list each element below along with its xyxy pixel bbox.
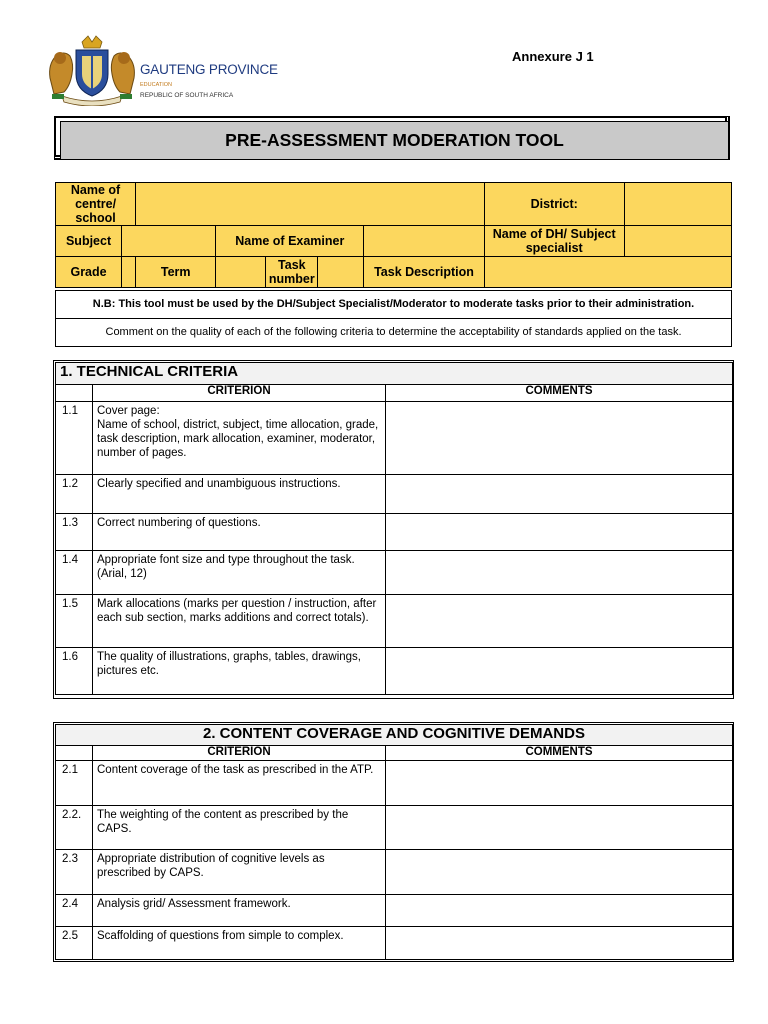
technical-criteria-table xyxy=(55,362,733,695)
district-label: District: xyxy=(484,183,624,226)
task-number-field[interactable] xyxy=(318,257,364,288)
grade-field[interactable] xyxy=(122,257,136,288)
dh-label: Name of DH/ Subject specialist xyxy=(484,226,624,257)
table-row xyxy=(56,895,733,927)
comment-field[interactable] xyxy=(386,806,733,850)
criterion-text: The quality of illustrations, graphs, tables, drawings, pictures etc. xyxy=(93,648,386,695)
content-coverage-table xyxy=(55,724,733,960)
table-row xyxy=(56,402,733,475)
number-header xyxy=(56,385,93,402)
comment-field[interactable] xyxy=(386,895,733,927)
row-number: 1.3 xyxy=(56,514,93,551)
comment-field[interactable] xyxy=(386,402,733,475)
comment-field[interactable] xyxy=(386,850,733,895)
subject-label: Subject xyxy=(56,226,122,257)
comment-field[interactable] xyxy=(386,761,733,806)
table-row xyxy=(56,595,733,648)
row-number: 2.2. xyxy=(56,806,93,850)
province-name: GAUTENG PROVINCE xyxy=(140,62,278,77)
criterion-text: Cover page: Name of school, district, subject, time allocation, grade, task description, mark allocation, examiner, moderator, number of pages. xyxy=(93,402,386,475)
dh-field[interactable] xyxy=(624,226,731,257)
row-number: 1.2 xyxy=(56,475,93,514)
district-field[interactable] xyxy=(624,183,731,226)
grade-label: Grade xyxy=(56,257,122,288)
criterion-text: Appropriate font size and type throughout the task. (Arial, 12) xyxy=(93,551,386,595)
row-number: 1.1 xyxy=(56,402,93,475)
table-row xyxy=(56,806,733,850)
nb-note: N.B: This tool must be used by the DH/Subject Specialist/Moderator to moderate tasks prior to their administration. xyxy=(56,291,732,319)
row-number: 1.5 xyxy=(56,595,93,648)
table-row xyxy=(56,514,733,551)
row-number: 2.5 xyxy=(56,927,93,960)
subject-field[interactable] xyxy=(122,226,216,257)
term-label: Term xyxy=(136,257,216,288)
table-row xyxy=(56,927,733,960)
note-box xyxy=(55,290,732,347)
criterion-text: Scaffolding of questions from simple to complex. xyxy=(93,927,386,960)
criterion-text: Appropriate distribution of cognitive levels as prescribed by CAPS. xyxy=(93,850,386,895)
country-name: REPUBLIC OF SOUTH AFRICA xyxy=(140,92,234,99)
criterion-header: CRITERION xyxy=(93,385,386,402)
table-row xyxy=(56,551,733,595)
examiner-field[interactable] xyxy=(364,226,484,257)
comment-field[interactable] xyxy=(386,927,733,960)
criterion-text: The weighting of the content as prescribed by the CAPS. xyxy=(93,806,386,850)
section2-heading: 2. CONTENT COVERAGE AND COGNITIVE DEMANDS xyxy=(56,725,733,746)
comment-field[interactable] xyxy=(386,595,733,648)
info-table xyxy=(55,182,732,288)
page-title: PRE-ASSESSMENT MODERATION TOOL xyxy=(60,121,729,160)
comment-field[interactable] xyxy=(386,648,733,695)
task-description-field[interactable] xyxy=(484,257,731,288)
comments-header: COMMENTS xyxy=(386,385,733,402)
comment-field[interactable] xyxy=(386,514,733,551)
task-description-label: Task Description xyxy=(364,257,484,288)
criterion-text: Clearly specified and unambiguous instructions. xyxy=(93,475,386,514)
row-number: 2.4 xyxy=(56,895,93,927)
table-row xyxy=(56,761,733,806)
comment-field[interactable] xyxy=(386,551,733,595)
annexure-label: Annexure J 1 xyxy=(512,49,594,64)
task-number-label: Task number xyxy=(266,257,318,288)
examiner-label: Name of Examiner xyxy=(216,226,364,257)
centre-field[interactable] xyxy=(136,183,484,226)
row-number: 2.1 xyxy=(56,761,93,806)
row-number: 2.3 xyxy=(56,850,93,895)
term-field[interactable] xyxy=(216,257,266,288)
comment-field[interactable] xyxy=(386,475,733,514)
table-row xyxy=(56,648,733,695)
table-row xyxy=(56,850,733,895)
number-header xyxy=(56,746,93,761)
section1-heading: 1. TECHNICAL CRITERIA xyxy=(56,363,733,385)
criterion-header: CRITERION xyxy=(93,746,386,761)
department-name: EDUCATION xyxy=(140,82,172,88)
criterion-text: Correct numbering of questions. xyxy=(93,514,386,551)
row-number: 1.6 xyxy=(56,648,93,695)
comments-header: COMMENTS xyxy=(386,746,733,761)
table-row xyxy=(56,475,733,514)
criterion-text: Content coverage of the task as prescribed in the ATP. xyxy=(93,761,386,806)
criterion-text: Analysis grid/ Assessment framework. xyxy=(93,895,386,927)
row-number: 1.4 xyxy=(56,551,93,595)
centre-label: Name of centre/ school xyxy=(56,183,136,226)
criterion-text: Mark allocations (marks per question / instruction, after each sub section, marks additions and correct totals). xyxy=(93,595,386,648)
comment-instruction: Comment on the quality of each of the following criteria to determine the acceptability of standards applied on the task. xyxy=(56,319,732,347)
